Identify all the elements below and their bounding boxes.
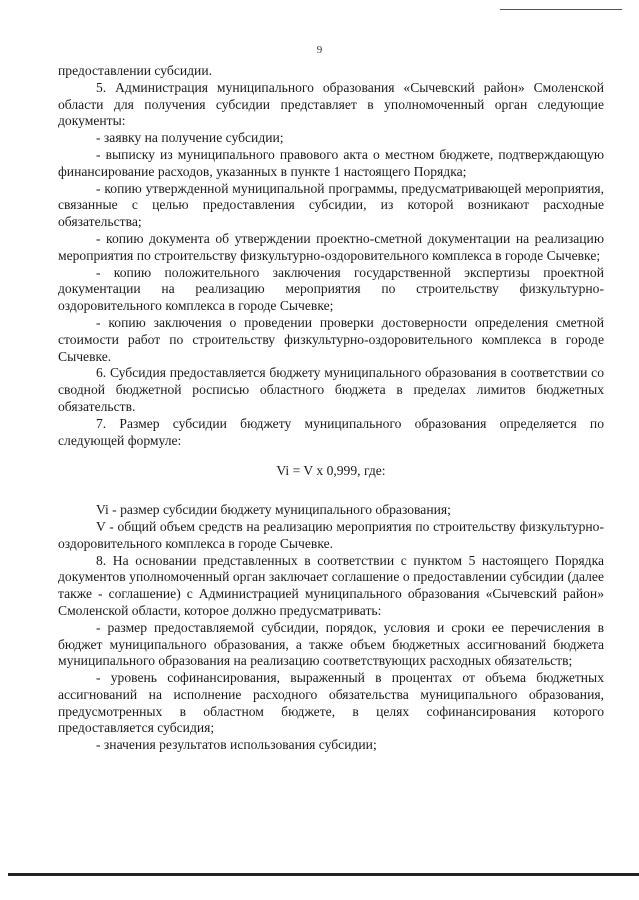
footer-rule [8,873,639,876]
list-item: - копию документа об утверждении проектно-сметной документации на реализацию мероприятия по строительству физкультурно-оздоровительного комплекса в городе Сычевке; [58,230,604,263]
formula-legend: V - общий объем средств на реализацию мероприятия по строительству физкультурно-оздоровительного комплекса в городе Сычевке. [58,518,604,551]
list-item: - уровень софинансирования, выраженный в процентах от объема бюджетных ассигнований на исполнение расходного обязательства муниципального образования, предусмотренных в областном бюджете, в целях софинансирования которого предоставляется субсидия; [58,670,604,736]
formula-legend: Vi - размер субсидии бюджету муниципального образования; [96,502,451,518]
page-number: 9 [316,44,323,56]
list-item: - копию заключения о проведении проверки достоверности определения сметной стоимости работ по строительству физкультурно-оздоровительного комплекса в городе Сычевке. [58,314,604,364]
paragraph-item-7: 7. Размер субсидии бюджету муниципального образования определяется по следующей формуле: [58,415,604,448]
paragraph-item-8: 8. На основании представленных в соответствии с пунктом 5 настоящего Порядка документов уполномоченный орган заключает соглашение о предоставлении субсидии (далее также - соглашение) с Администрацией муниципального образования «Сычевский район» Смоленской области, которое должно предусматривать: [58,552,604,618]
list-item: - размер предоставляемой субсидии, порядок, условия и сроки ее перечисления в бюджет муниципального образования, а также объем бюджетных ассигнований бюджета муниципального образования на реализацию соответствующих расходных обязательств; [58,619,604,669]
paragraph-continuation: предоставлении субсидии. [58,63,212,78]
list-item: - выписку из муниципального правового акта о местном бюджете, подтверждающую финансирование расходов, указанных в пункте 1 настоящего Порядка; [58,146,604,179]
list-item: - заявку на получение субсидии; [96,130,284,146]
formula: Vi = V x 0,999, где: [276,463,386,479]
list-item: - значения результатов использования субсидии; [96,737,377,753]
document-body [58,63,604,754]
paragraph-item-5: 5. Администрация муниципального образования «Сычевский район» Смоленской области для получения субсидии представляет в уполномоченный орган следующие документы: [58,79,604,129]
header-rule [500,9,622,10]
list-item: - копию утвержденной муниципальной программы, предусматривающей мероприятия, связанные с целью предоставления субсидии, из которой возникают расходные обязательства; [58,180,604,230]
list-item: - копию положительного заключения государственной экспертизы проектной документации на реализацию мероприятия по строительству физкультурно-оздоровительного комплекса в городе Сычевке; [58,264,604,314]
paragraph-item-6: 6. Субсидия предоставляется бюджету муниципального образования в соответствии со сводной бюджетной росписью областного бюджета в пределах лимитов бюджетных обязательств. [58,365,604,414]
